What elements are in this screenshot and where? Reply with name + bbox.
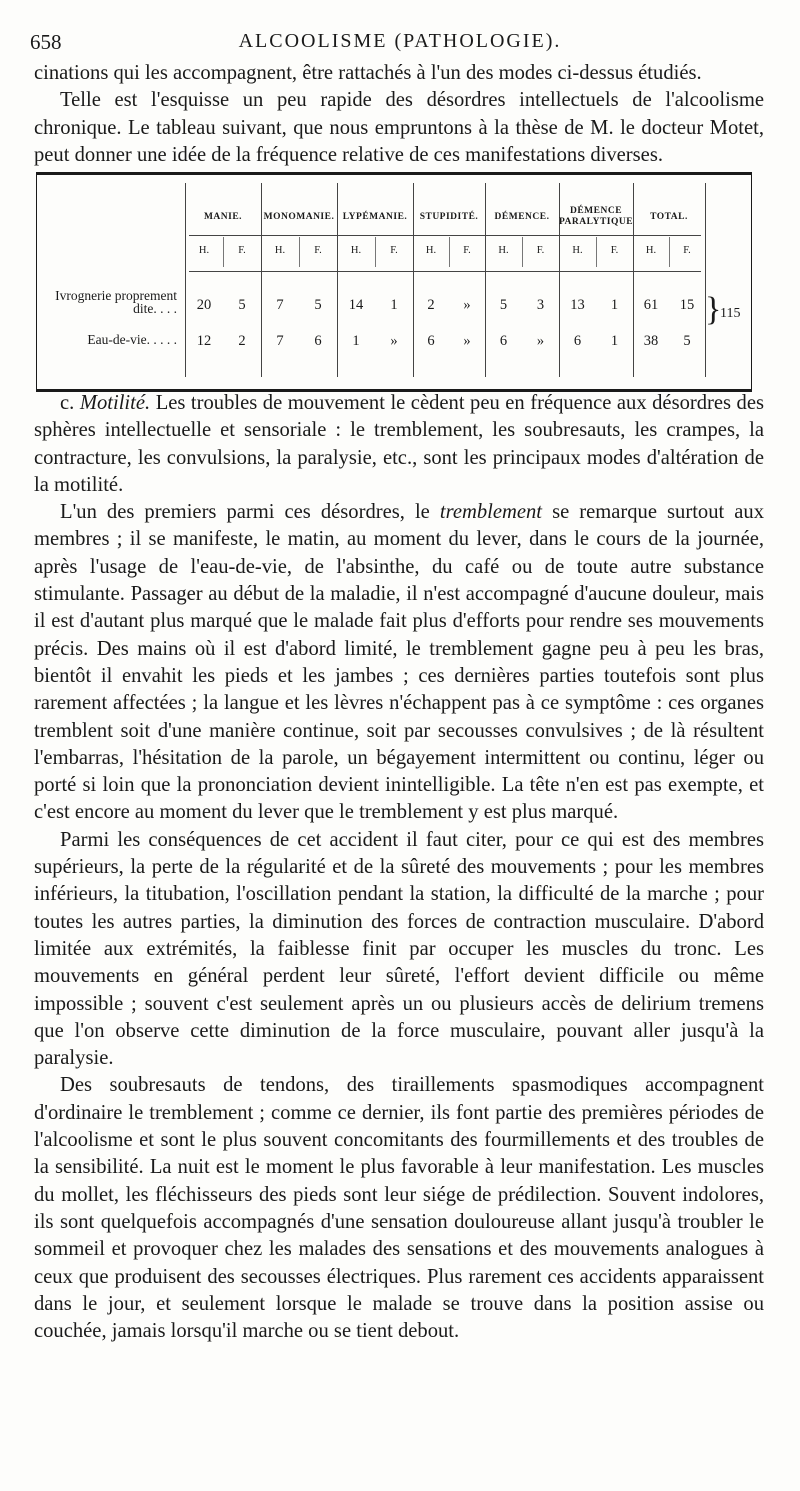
paragraph-motilite xyxy=(34,390,764,499)
sub-header-f: F. xyxy=(463,245,471,256)
table-cell: 3 xyxy=(536,297,545,313)
brace: } xyxy=(705,291,722,328)
table-cell: 6 xyxy=(499,333,508,349)
intro-text xyxy=(34,60,764,169)
term-tremblement: tremblement xyxy=(439,501,543,524)
sub-header-h: H. xyxy=(498,245,509,256)
table-cell: 13 xyxy=(570,297,585,313)
running-title: ALCOOLISME (PATHOLOGIE). xyxy=(238,30,562,52)
table-cell: 5 xyxy=(238,297,246,313)
column-header: TOTAL. xyxy=(650,211,688,222)
row-label-eau-de-vie: Eau-de-vie. . . . . xyxy=(87,332,177,347)
table-cell: 2 xyxy=(238,333,246,349)
column-header: DÉMENCE. xyxy=(494,211,550,222)
column-header: DÉMENCE PARALYTIQUE xyxy=(558,206,634,227)
intro-paragraph-1: cinations qui les accompagnent, être rattachés à l'un des modes ci-dessus étudiés. xyxy=(34,62,702,84)
table-cell: 20 xyxy=(196,297,212,313)
sub-header-h: H. xyxy=(198,245,210,256)
header-rule xyxy=(189,235,701,236)
sub-header-f: F. xyxy=(314,245,322,256)
paragraph-consequences: Parmi les conséquences de cet accident il faut citer, pour ce qui est des membres supérieurs, la perte de la régularité et de la sûreté des mouvements ; pour les membres inférieurs, la titubation, l'oscillation pendant la station, la difficulté de la marche ; pour toutes les autres parties, la diminution des forces de contraction musculaire. D'abord limitée aux extrémités, la faiblesse finit par occuper les muscles du tronc. Les mouvements en général perdent leur sûreté, l'effort devient difficile ou même impossible ; souvent c'est seulement après un ou plusieurs accès de delirium tremens que l'on observe cette diminution de la force musculaire, pouvant aller jusqu'à la paralysie. xyxy=(34,828,764,1070)
sub-header-f: F. xyxy=(536,245,545,256)
table-cell: 38 xyxy=(643,333,659,349)
table-cell: 7 xyxy=(276,297,284,313)
paragraph-text: se remarque surtout aux membres ; il se manifeste, le matin, au moment du lever, dans le cours de la journée, après l'usage de l'eau-de-vie, de l'absinthe, du café ou de toute autre substance stimulante. Passager au début de la maladie, il n'est accompagné d'aucune douleur, mais il est d'autant plus marqué que le malade fait plus d'efforts pour rendre ses mouvements précis. Des mains où il est d'abord limité, le tremblement gagne peu à peu les bras, bientôt il envahit les pieds et les jambes ; ces dernières parties toutefois sont plus rarement affectées ; la langue et les lèvres n'échappent pas à ce symptôme : ces organes tremblent soit d'une manière continue, soit par secousses convulsives ; de là résultent l'embarras, l'hésitation de la parole, un bégayement intermittent ou continu, léger ou porté si loin que la prononciation devient inintelligible. La tête n'en est pas exempte, et c'est encore au moment du lever que le tremblement y est plus marqué. xyxy=(34,501,764,824)
paragraph-text: L'un des premiers parmi ces désordres, le xyxy=(60,501,430,524)
sub-header-f: F. xyxy=(610,245,619,256)
paragraph-soubresauts: Des soubresauts de tendons, des tiraillements spasmodiques accompagnent d'ordinaire le tremblement ; comme ce dernier, ils font partie des premières périodes de l'alcoolisme et sont le plus souvent concomitants des fourmillements et des troubles de la sensibilité. La nuit est le moment le plus favorable à leur manifestation. Les muscles du mollet, les fléchisseurs des pieds sont leur siége de prédilection. Souvent indolores, ils sont quelquefois accompagnés d'une sensation douloureuse allant jusqu'à troubler le sommeil et provoquer chez les malades des sensations et des mouvements analogues à ceux que produisent des secousses électriques. Plus rarement ces accidents apparaissent dans le jour, et seulement lorsque le malade se trouve dans la position assise ou couchée, jamais lorsqu'il marche ou se tient debout. xyxy=(34,1074,764,1343)
sub-header-rule xyxy=(189,271,701,272)
sub-header-f: F. xyxy=(390,245,398,256)
page-number: 658 xyxy=(30,30,62,54)
table-cell: 1 xyxy=(390,297,398,313)
sub-header-h: H. xyxy=(425,245,437,256)
column-header: LYPÉMANIE. xyxy=(342,211,408,222)
table-cell: 1 xyxy=(610,333,619,349)
column-header: STUPIDITÉ. xyxy=(419,211,479,222)
frequency-table xyxy=(36,172,752,392)
sub-header-h: H. xyxy=(645,245,657,256)
table-cell: 2 xyxy=(427,297,435,313)
table-cell: 15 xyxy=(679,297,695,313)
column-header: MANIE. xyxy=(203,211,243,222)
table-cell: 61 xyxy=(643,297,659,313)
table-cell: » xyxy=(463,297,471,313)
grand-total: 115 xyxy=(720,306,741,321)
sub-header-f: F. xyxy=(683,245,691,256)
sub-header-h: H. xyxy=(572,245,583,256)
section-title: Motilité. xyxy=(79,392,151,414)
table-cell: 5 xyxy=(683,333,691,349)
paragraph-text: Les troubles de mouvement le cèdent peu en fréquence aux désordres des sphères intellectuelle et sensoriale : le tremblement, les soubresauts, les crampes, la contracture, les convulsions, la paralysie, etc., sont les principaux modes d'altération de la motilité. xyxy=(34,392,765,496)
section-label: c. xyxy=(60,392,75,414)
table-cell: 5 xyxy=(499,297,508,313)
table-cell: 1 xyxy=(610,297,619,313)
table-cell: 1 xyxy=(352,333,360,349)
sub-header-h: H. xyxy=(350,245,362,256)
table-cell: 6 xyxy=(573,333,582,349)
table-cell: 6 xyxy=(314,333,322,349)
table-cell: 5 xyxy=(314,297,322,313)
table-cell: 7 xyxy=(276,333,284,349)
sub-header-h: H. xyxy=(274,245,286,256)
page-header xyxy=(30,26,770,56)
paragraph-tremblement xyxy=(34,499,764,827)
table-cell: » xyxy=(536,333,545,349)
sub-header-f: F. xyxy=(238,245,246,256)
table-cell: 6 xyxy=(427,333,435,349)
table-cell: 12 xyxy=(196,333,212,349)
table-cell: » xyxy=(390,333,398,349)
column-header: MONOMANIE. xyxy=(263,211,335,222)
table-cell: » xyxy=(463,333,471,349)
table-divider xyxy=(705,183,706,377)
table-cell: 14 xyxy=(348,297,364,313)
intro-paragraph-2: Telle est l'esquisse un peu rapide des désordres intellectuels de l'alcoolisme chronique. Le tableau suivant, que nous empruntons à la thèse de M. le docteur Motet, peut donner une idée de la fréquence relative de ces manifestations diverses. xyxy=(34,89,764,166)
row-label-ivrognerie: Ivrognerie proprement dite. . . . xyxy=(55,288,177,316)
body-text xyxy=(34,390,764,1345)
